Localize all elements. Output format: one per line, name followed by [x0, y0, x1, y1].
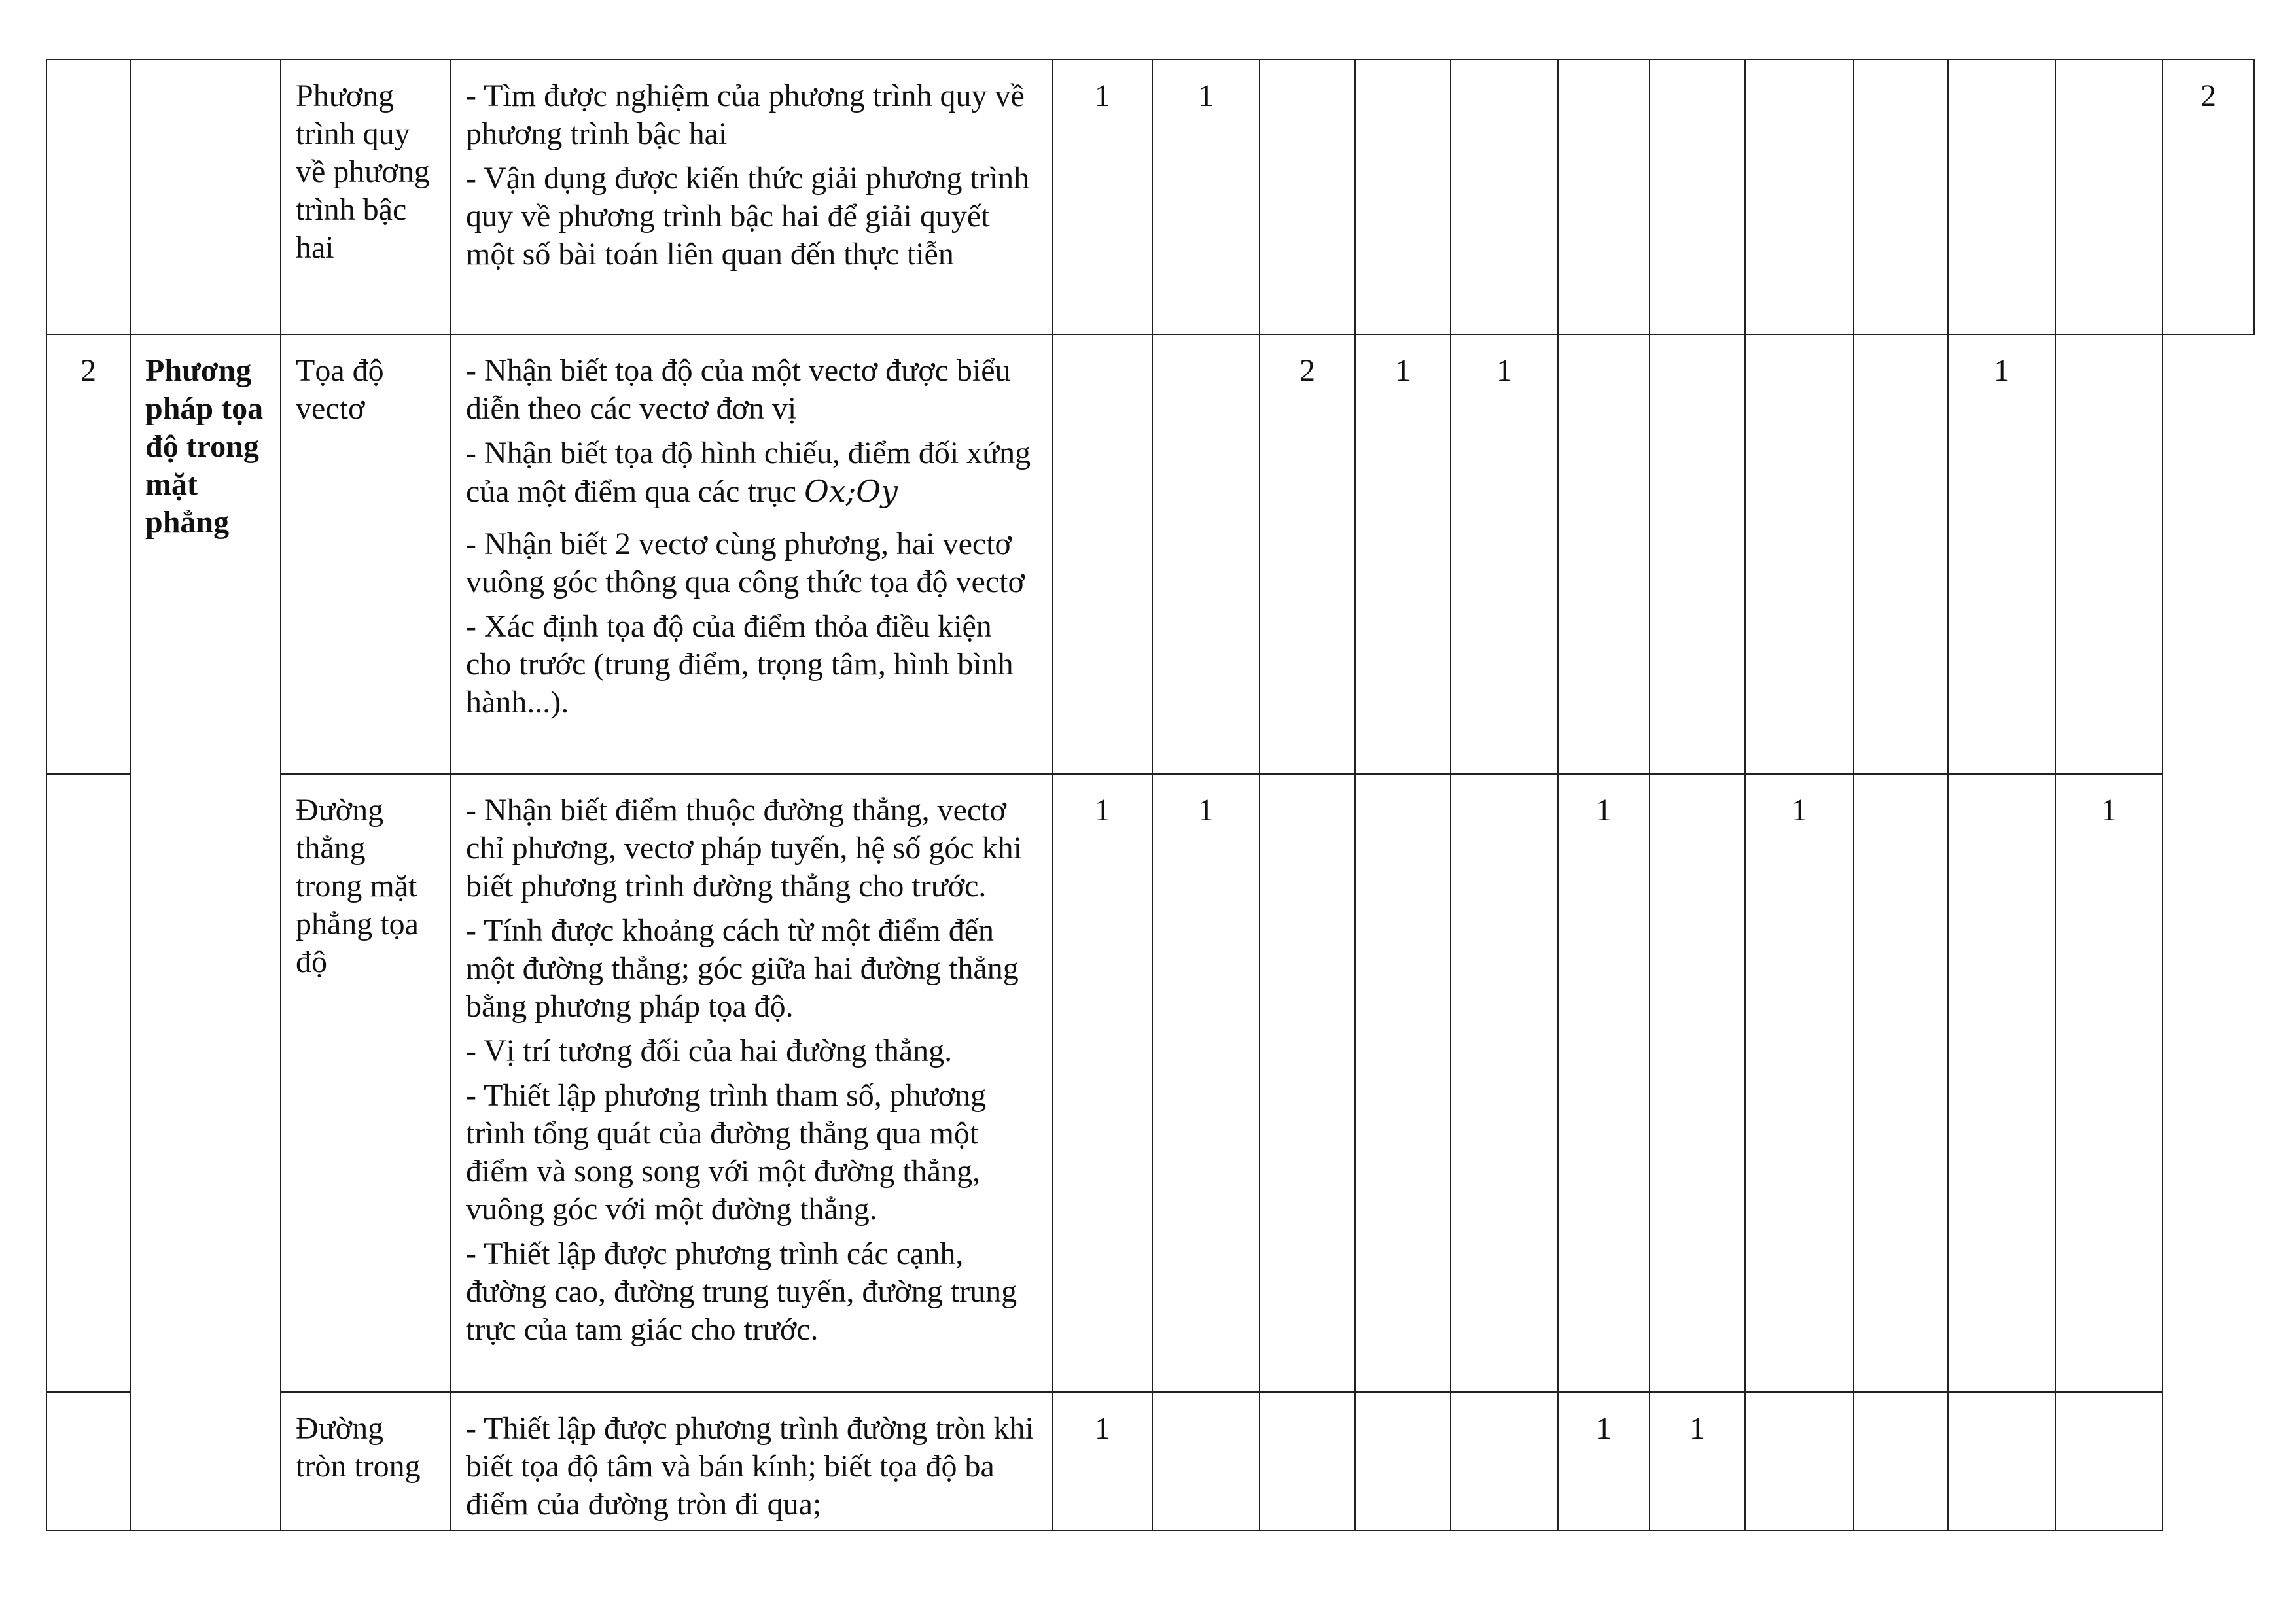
count-cell: 1: [1451, 334, 1558, 774]
count-cell: [1745, 60, 1854, 334]
count-cell: 1: [1948, 334, 2055, 774]
requirement-item: - Thiết lập phương trình tham số, phương trình tổng quát của đường thẳng qua một điểm và song song với một đường thẳng, vuông góc với một đường thẳng.: [466, 1078, 987, 1227]
count-cell: [1451, 60, 1558, 334]
count-cell: [1948, 1392, 2055, 1531]
count-cell: 1: [2055, 774, 2163, 1392]
count-cell: [1854, 774, 1948, 1392]
table-row: [46, 774, 2254, 1392]
count-cell: [1948, 60, 2055, 334]
chapter-cell: [130, 60, 281, 334]
stt-cell: [46, 1392, 130, 1531]
requirement-item: - Xác định tọa độ của điểm thỏa điều kiện cho trước (trung điểm, trọng tâm, hình bình hành...).: [466, 609, 1014, 720]
count-cell: [1745, 334, 1854, 774]
count-cell: [2055, 334, 2163, 774]
chapter-cell: Phương pháp tọa độ trong mặt phẳng: [130, 334, 281, 1531]
count-cell: [1948, 774, 2055, 1392]
count-cell: 2: [1260, 334, 1355, 774]
requirement-item: [466, 434, 1040, 511]
count-cell: [1650, 60, 1745, 334]
table-row: [46, 1392, 2254, 1531]
count-cell: 1: [1650, 1392, 1745, 1531]
requirement-item: - Nhận biết tọa độ của một vectơ được biểu diễn theo các vectơ đơn vị: [466, 353, 1011, 426]
table-row: [46, 60, 2254, 334]
count-cell: 1: [1558, 774, 1650, 1392]
count-cell: 1: [1152, 774, 1260, 1392]
count-cell: [2055, 1392, 2163, 1531]
count-cell: 1: [1745, 774, 1854, 1392]
count-cell: [1355, 774, 1451, 1392]
content-matrix-table: [46, 59, 2255, 1531]
requirements-cell: [451, 60, 1053, 334]
count-cell: [1854, 60, 1948, 334]
count-cell: 1: [1355, 334, 1451, 774]
stt-cell: 2: [46, 334, 130, 774]
count-cell: [1152, 1392, 1260, 1531]
count-cell: [1558, 334, 1650, 774]
count-cell: [1053, 334, 1152, 774]
requirements-cell: [451, 774, 1053, 1392]
requirement-item: - Nhận biết 2 vectơ cùng phương, hai vectơ vuông góc thông qua công thức tọa độ vectơ: [466, 527, 1025, 599]
count-cell: [2055, 60, 2163, 334]
count-cell: [1355, 1392, 1451, 1531]
requirement-item: - Nhận biết điểm thuộc đường thẳng, vectơ chỉ phương, vectơ pháp tuyến, hệ số góc khi biết phương trình đường thẳng cho trước.: [466, 793, 1022, 903]
topic-cell: Tọa độ vectơ: [281, 334, 451, 774]
count-cell: [1451, 774, 1558, 1392]
count-cell: 2: [2163, 60, 2254, 334]
count-cell: [1355, 60, 1451, 334]
count-cell: [1745, 1392, 1854, 1531]
count-cell: 1: [1053, 60, 1152, 334]
axes-formula: Ox;Oy: [804, 474, 898, 509]
table-row: [46, 334, 2254, 774]
requirement-text: - Nhận biết tọa độ hình chiếu, điểm đối xứng của một điểm qua các trục: [466, 436, 1031, 509]
requirement-item: - Vị trí tương đối của hai đường thẳng.: [466, 1034, 953, 1068]
count-cell: [1152, 334, 1260, 774]
count-cell: 1: [1152, 60, 1260, 334]
count-cell: [1650, 774, 1745, 1392]
topic-cell: Đường tròn trong: [281, 1392, 451, 1531]
requirement-item: - Tính được khoảng cách từ một điểm đến một đường thẳng; góc giữa hai đường thẳng bằng phương pháp tọa độ.: [466, 913, 1019, 1024]
topic-cell: Đường thẳng trong mặt phẳng tọa độ: [281, 774, 451, 1392]
requirement-item: - Vận dụng được kiến thức giải phương trình quy về phương trình bậc hai để giải quyết một số bài toán liên quan đến thực tiễn: [466, 161, 1030, 271]
count-cell: 1: [1053, 1392, 1152, 1531]
count-cell: [1558, 60, 1650, 334]
count-cell: 1: [1558, 1392, 1650, 1531]
count-cell: [1650, 334, 1745, 774]
stt-cell: [46, 774, 130, 1392]
count-cell: [1854, 334, 1948, 774]
requirement-item: - Thiết lập được phương trình các cạnh, đường cao, đường trung tuyến, đường trung trực của tam giác cho trước.: [466, 1236, 1017, 1347]
count-cell: [1451, 1392, 1558, 1531]
requirements-cell: [451, 1392, 1053, 1531]
requirements-cell: [451, 334, 1053, 774]
count-cell: [1260, 60, 1355, 334]
stt-cell: [46, 60, 130, 334]
count-cell: [1854, 1392, 1948, 1531]
requirement-item: - Thiết lập được phương trình đường tròn khi biết tọa độ tâm và bán kính; biết tọa độ ba điểm của đường tròn đi qua;: [466, 1411, 1034, 1522]
topic-cell: Phương trình quy về phương trình bậc hai: [281, 60, 451, 334]
count-cell: [1260, 774, 1355, 1392]
requirement-item: - Tìm được nghiệm của phương trình quy về phương trình bậc hai: [466, 79, 1025, 151]
count-cell: 1: [1053, 774, 1152, 1392]
count-cell: [1260, 1392, 1355, 1531]
